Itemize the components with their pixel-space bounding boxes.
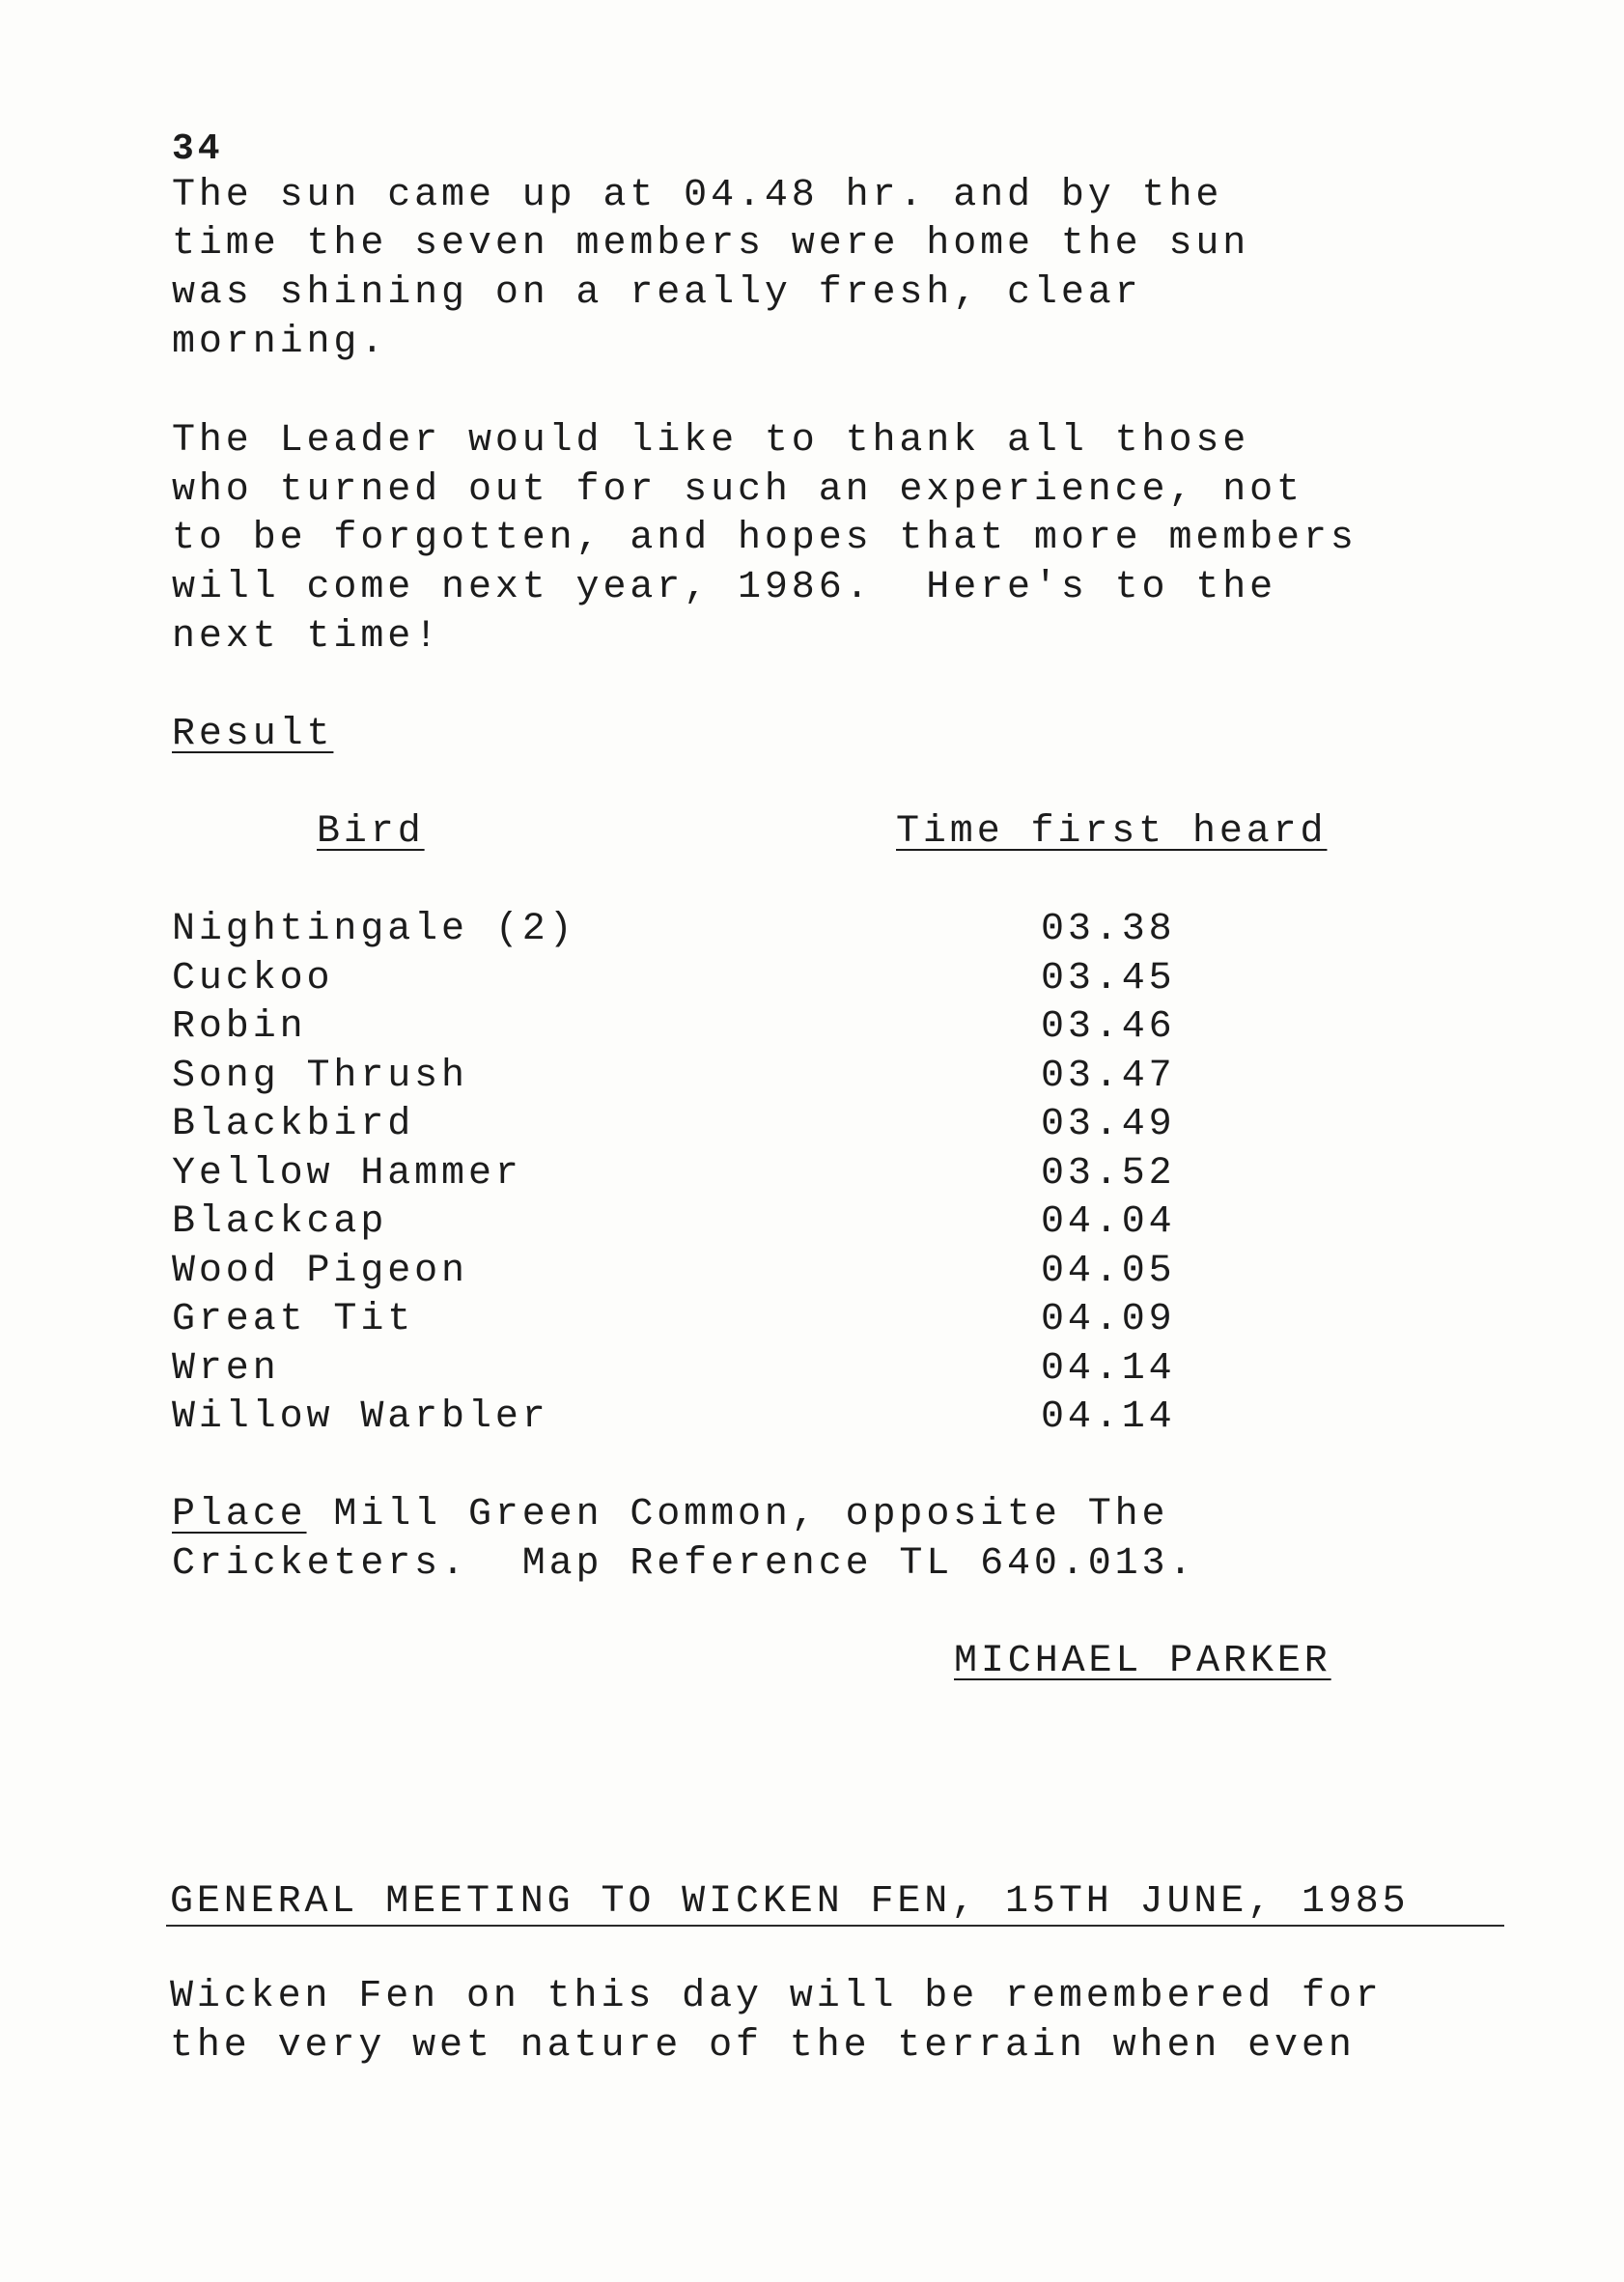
bird-name: Great Tit: [172, 1298, 415, 1341]
intro-line: morning.: [172, 321, 388, 364]
column-header-time: Time first heard: [896, 810, 1328, 854]
bird-name: Blackbird: [172, 1103, 415, 1146]
time-first-heard: 03.46: [1041, 1005, 1176, 1049]
time-first-heard: 03.38: [1041, 908, 1176, 951]
table-row: [172, 1345, 1234, 1394]
section-line: the very wet nature of the terrain when even: [170, 2024, 1356, 2068]
column-header-bird: Bird: [317, 810, 425, 854]
thanks-line: will come next year, 1986. Here's to the: [172, 566, 1277, 609]
time-first-heard: 03.47: [1041, 1055, 1176, 1098]
table-row: [172, 1003, 1234, 1052]
time-first-heard: 03.52: [1041, 1152, 1176, 1196]
bird-name: Cuckoo: [172, 957, 334, 1000]
bird-name: Wood Pigeon: [172, 1250, 468, 1293]
heading-rule: [166, 1925, 1504, 1927]
table-row: [172, 1198, 1234, 1247]
result-heading: Result: [172, 713, 334, 756]
time-first-heard: 04.09: [1041, 1298, 1176, 1341]
bird-name: Song Thrush: [172, 1055, 468, 1098]
thanks-line: The Leader would like to thank all those: [172, 419, 1250, 463]
table-row: [172, 1296, 1234, 1344]
section-heading: GENERAL MEETING TO WICKEN FEN, 15TH JUNE, 1985: [170, 1880, 1410, 1924]
bird-name: Nightingale (2): [172, 908, 576, 951]
thanks-line: next time!: [172, 615, 442, 659]
time-first-heard: 03.45: [1041, 957, 1176, 1000]
place-line: [172, 1491, 1168, 1539]
place-line: Cricketers. Map Reference TL 640.013.: [172, 1542, 1196, 1586]
time-first-heard: 04.05: [1041, 1250, 1176, 1293]
time-first-heard: 04.04: [1041, 1200, 1176, 1244]
author-name: MICHAEL PARKER: [954, 1640, 1331, 1683]
thanks-line: to be forgotten, and hopes that more members: [172, 517, 1358, 560]
time-first-heard: 04.14: [1041, 1347, 1176, 1391]
bird-name: Yellow Hammer: [172, 1152, 522, 1196]
place-text: Mill Green Common, opposite The: [306, 1493, 1169, 1536]
page-number: 34: [172, 128, 224, 170]
bird-name: Blackcap: [172, 1200, 388, 1244]
bird-name: Robin: [172, 1005, 307, 1049]
thanks-line: who turned out for such an experience, not: [172, 468, 1303, 512]
table-row: [172, 1101, 1234, 1149]
table-row: [172, 955, 1234, 1003]
place-label: Place: [172, 1493, 307, 1536]
table-row: [172, 906, 1234, 954]
intro-line: time the seven members were home the sun: [172, 222, 1250, 266]
section-line: Wicken Fen on this day will be remembered for: [170, 1975, 1383, 2018]
table-row: [172, 1150, 1234, 1198]
bird-name: Wren: [172, 1347, 280, 1391]
time-first-heard: 03.49: [1041, 1103, 1176, 1146]
intro-line: The sun came up at 04.48 hr. and by the: [172, 174, 1223, 217]
table-row: [172, 1248, 1234, 1296]
time-first-heard: 04.14: [1041, 1395, 1176, 1439]
bird-name: Willow Warbler: [172, 1395, 549, 1439]
table-row: [172, 1053, 1234, 1101]
table-row: [172, 1394, 1234, 1442]
intro-line: was shining on a really fresh, clear: [172, 271, 1142, 315]
